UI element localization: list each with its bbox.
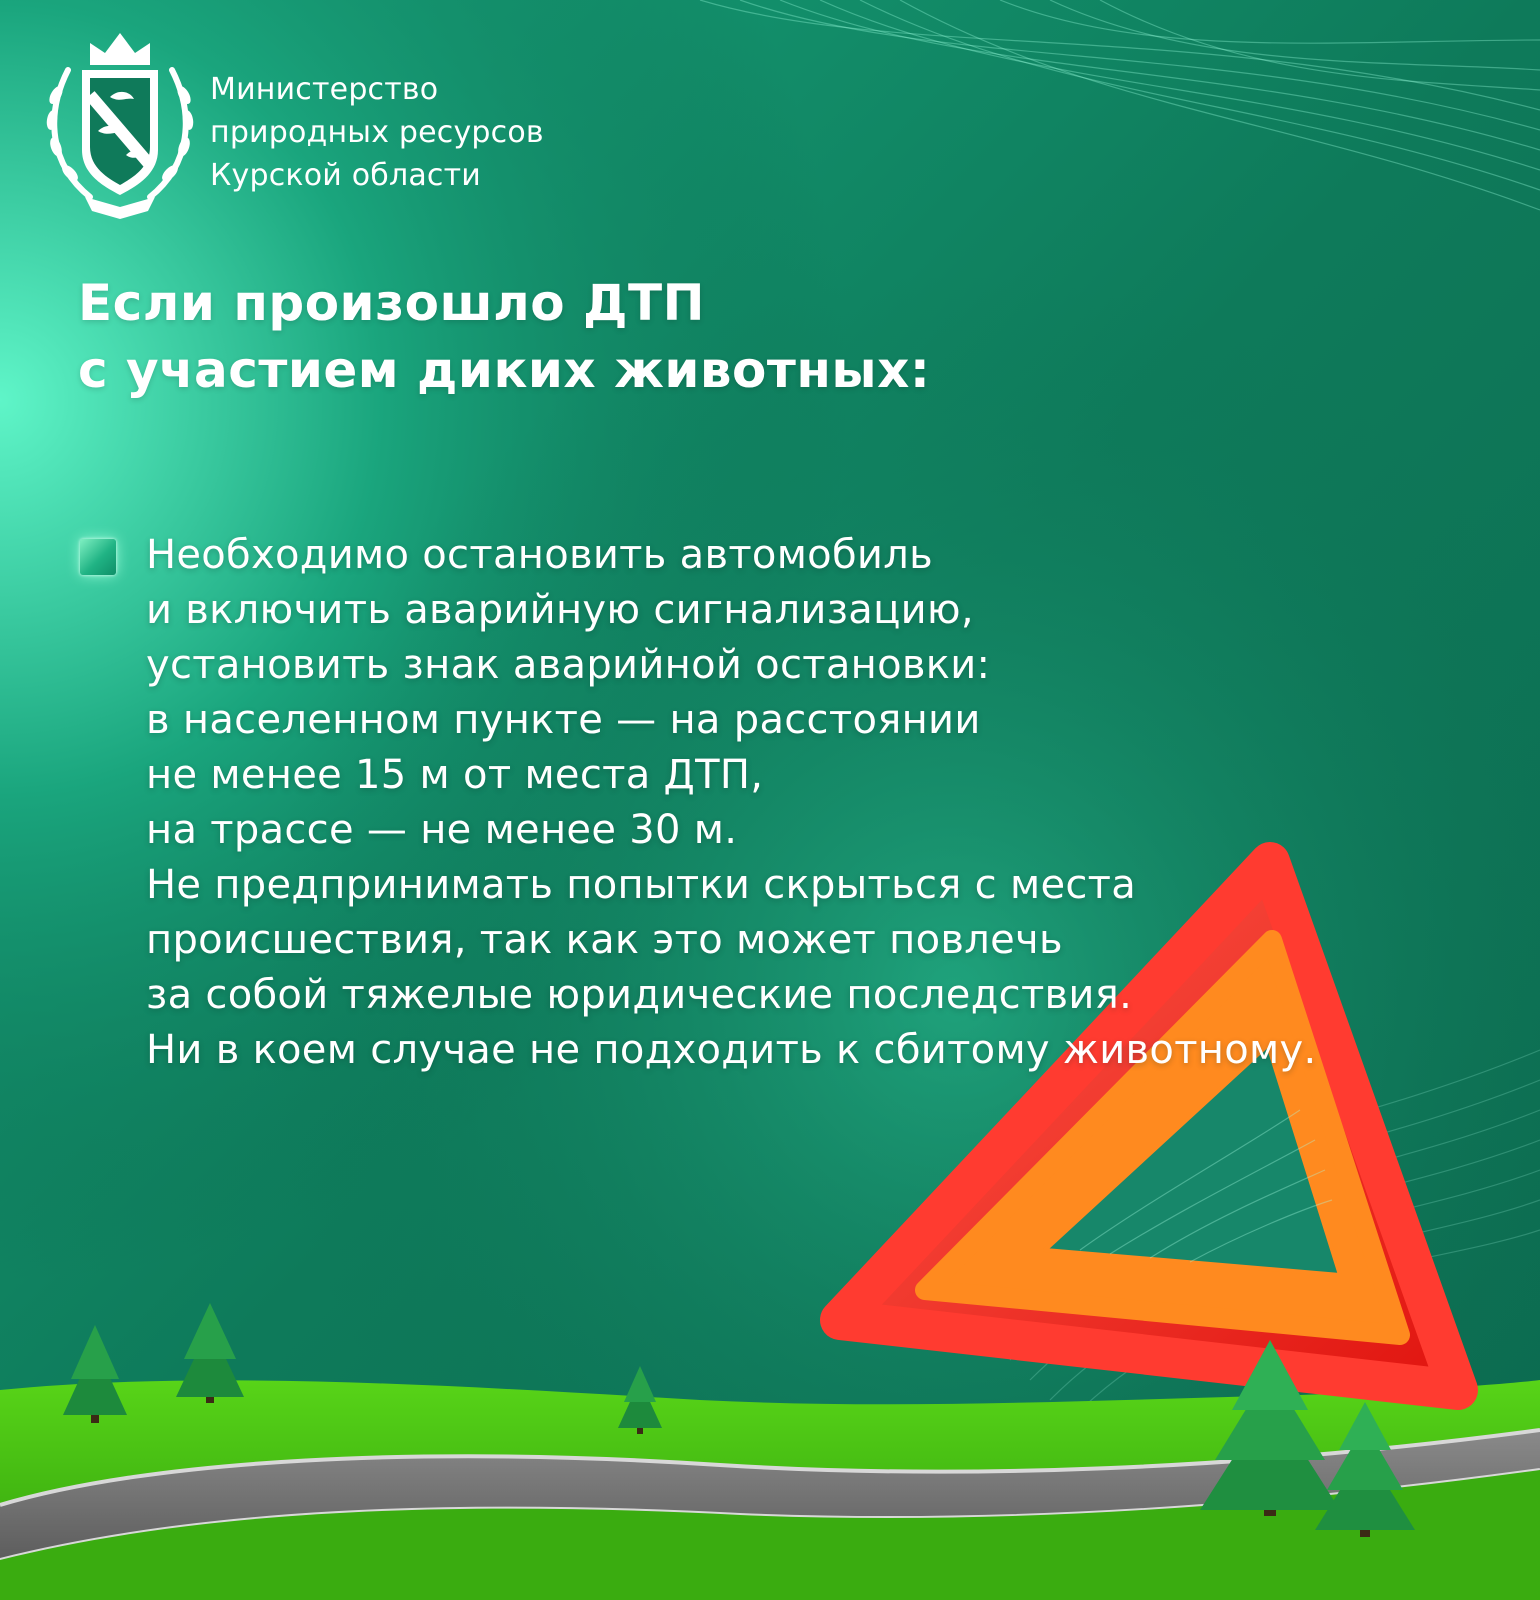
instruction-line: не менее 15 м от места ДТП, bbox=[146, 752, 764, 798]
instruction-line: в населенном пункте — на расстоянии bbox=[146, 697, 981, 743]
title-line: с участием диких животных: bbox=[78, 341, 931, 399]
instruction-line: установить знак аварийной остановки: bbox=[146, 642, 991, 688]
page-title bbox=[78, 270, 930, 404]
instruction-line: на трассе — не менее 30 м. bbox=[146, 807, 738, 853]
instruction-line: Необходимо остановить автомобиль bbox=[146, 532, 933, 578]
instruction-line: Ни в коем случае не подходить к сбитому животному. bbox=[146, 1027, 1317, 1073]
ministry-line: Курской области bbox=[210, 158, 481, 193]
instructions-text bbox=[146, 528, 1317, 1078]
instruction-line: Не предпринимать попытки скрыться с места bbox=[146, 862, 1137, 908]
ministry-name bbox=[210, 68, 544, 197]
ministry-line: Министерство bbox=[210, 72, 439, 107]
ministry-line: природных ресурсов bbox=[210, 115, 544, 150]
instruction-line: и включить аварийную сигнализацию, bbox=[146, 587, 974, 633]
instruction-line: происшествия, так как это может повлечь bbox=[146, 917, 1063, 963]
instruction-line: за собой тяжелые юридические последствия. bbox=[146, 972, 1133, 1018]
title-line: Если произошло ДТП bbox=[78, 274, 705, 332]
square-bullet-icon bbox=[80, 539, 116, 575]
